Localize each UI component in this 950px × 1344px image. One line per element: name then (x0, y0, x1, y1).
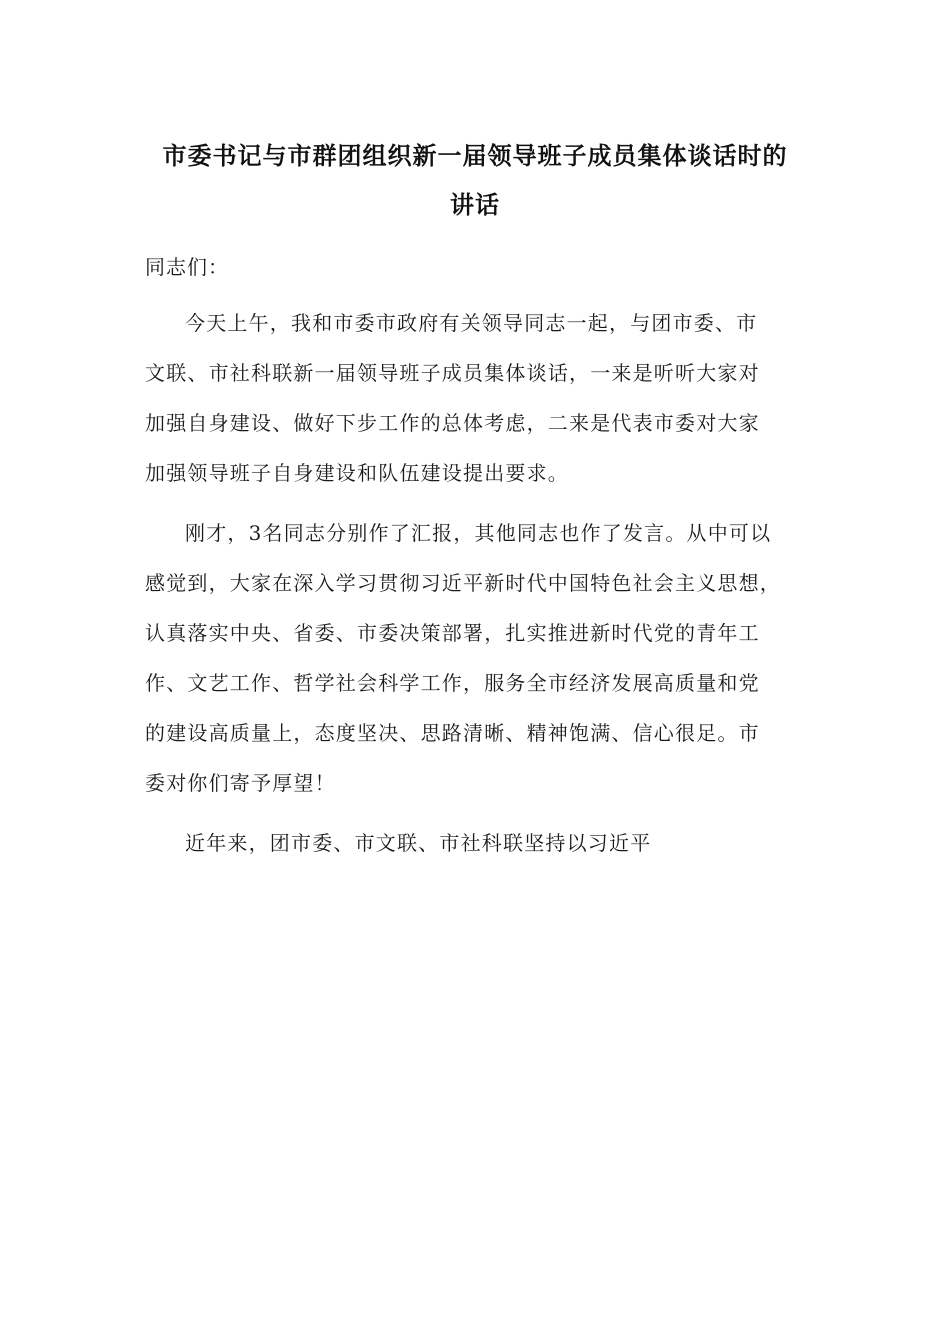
paragraph-3 (145, 818, 810, 868)
paragraph-line: 刚才，3名同志分别作了汇报，其他同志也作了发言。从中可以 (185, 521, 772, 545)
paragraph-line: 文联、市社科联新一届领导班子成员集体谈话，一来是听听大家对 (145, 361, 760, 385)
document-title-line-1: 市委书记与市群团组织新一届领导班子成员集体谈话时的 (162, 142, 788, 170)
paragraph-line: 感觉到，大家在深入学习贯彻习近平新时代中国特色社会主义思想， (145, 571, 781, 595)
paragraph-line: 加强自身建设、做好下步工作的总体考虑，二来是代表市委对大家 (145, 411, 760, 435)
paragraph-line: 的建设高质量上，态度坚决、思路清晰、精神饱满、信心很足。市 (145, 721, 760, 745)
paragraph-2 (145, 508, 810, 808)
paragraph-line: 近年来，团市委、市文联、市社科联坚持以习近平 (185, 831, 652, 855)
paragraph-line: 今天上午，我和市委市政府有关领导同志一起，与团市委、市 (185, 311, 758, 335)
document-title-line-2: 讲话 (450, 191, 500, 219)
paragraph-line: 委对你们寄予厚望！ (145, 771, 336, 795)
paragraph-line: 加强领导班子自身建设和队伍建设提出要求。 (145, 461, 569, 485)
salutation: 同志们： (145, 255, 229, 279)
paragraph-line: 作、文艺工作、哲学社会科学工作，服务全市经济发展高质量和党 (145, 671, 760, 695)
paragraph-1 (145, 298, 810, 498)
paragraph-line: 认真落实中央、省委、市委决策部署，扎实推进新时代党的青年工 (145, 621, 760, 645)
